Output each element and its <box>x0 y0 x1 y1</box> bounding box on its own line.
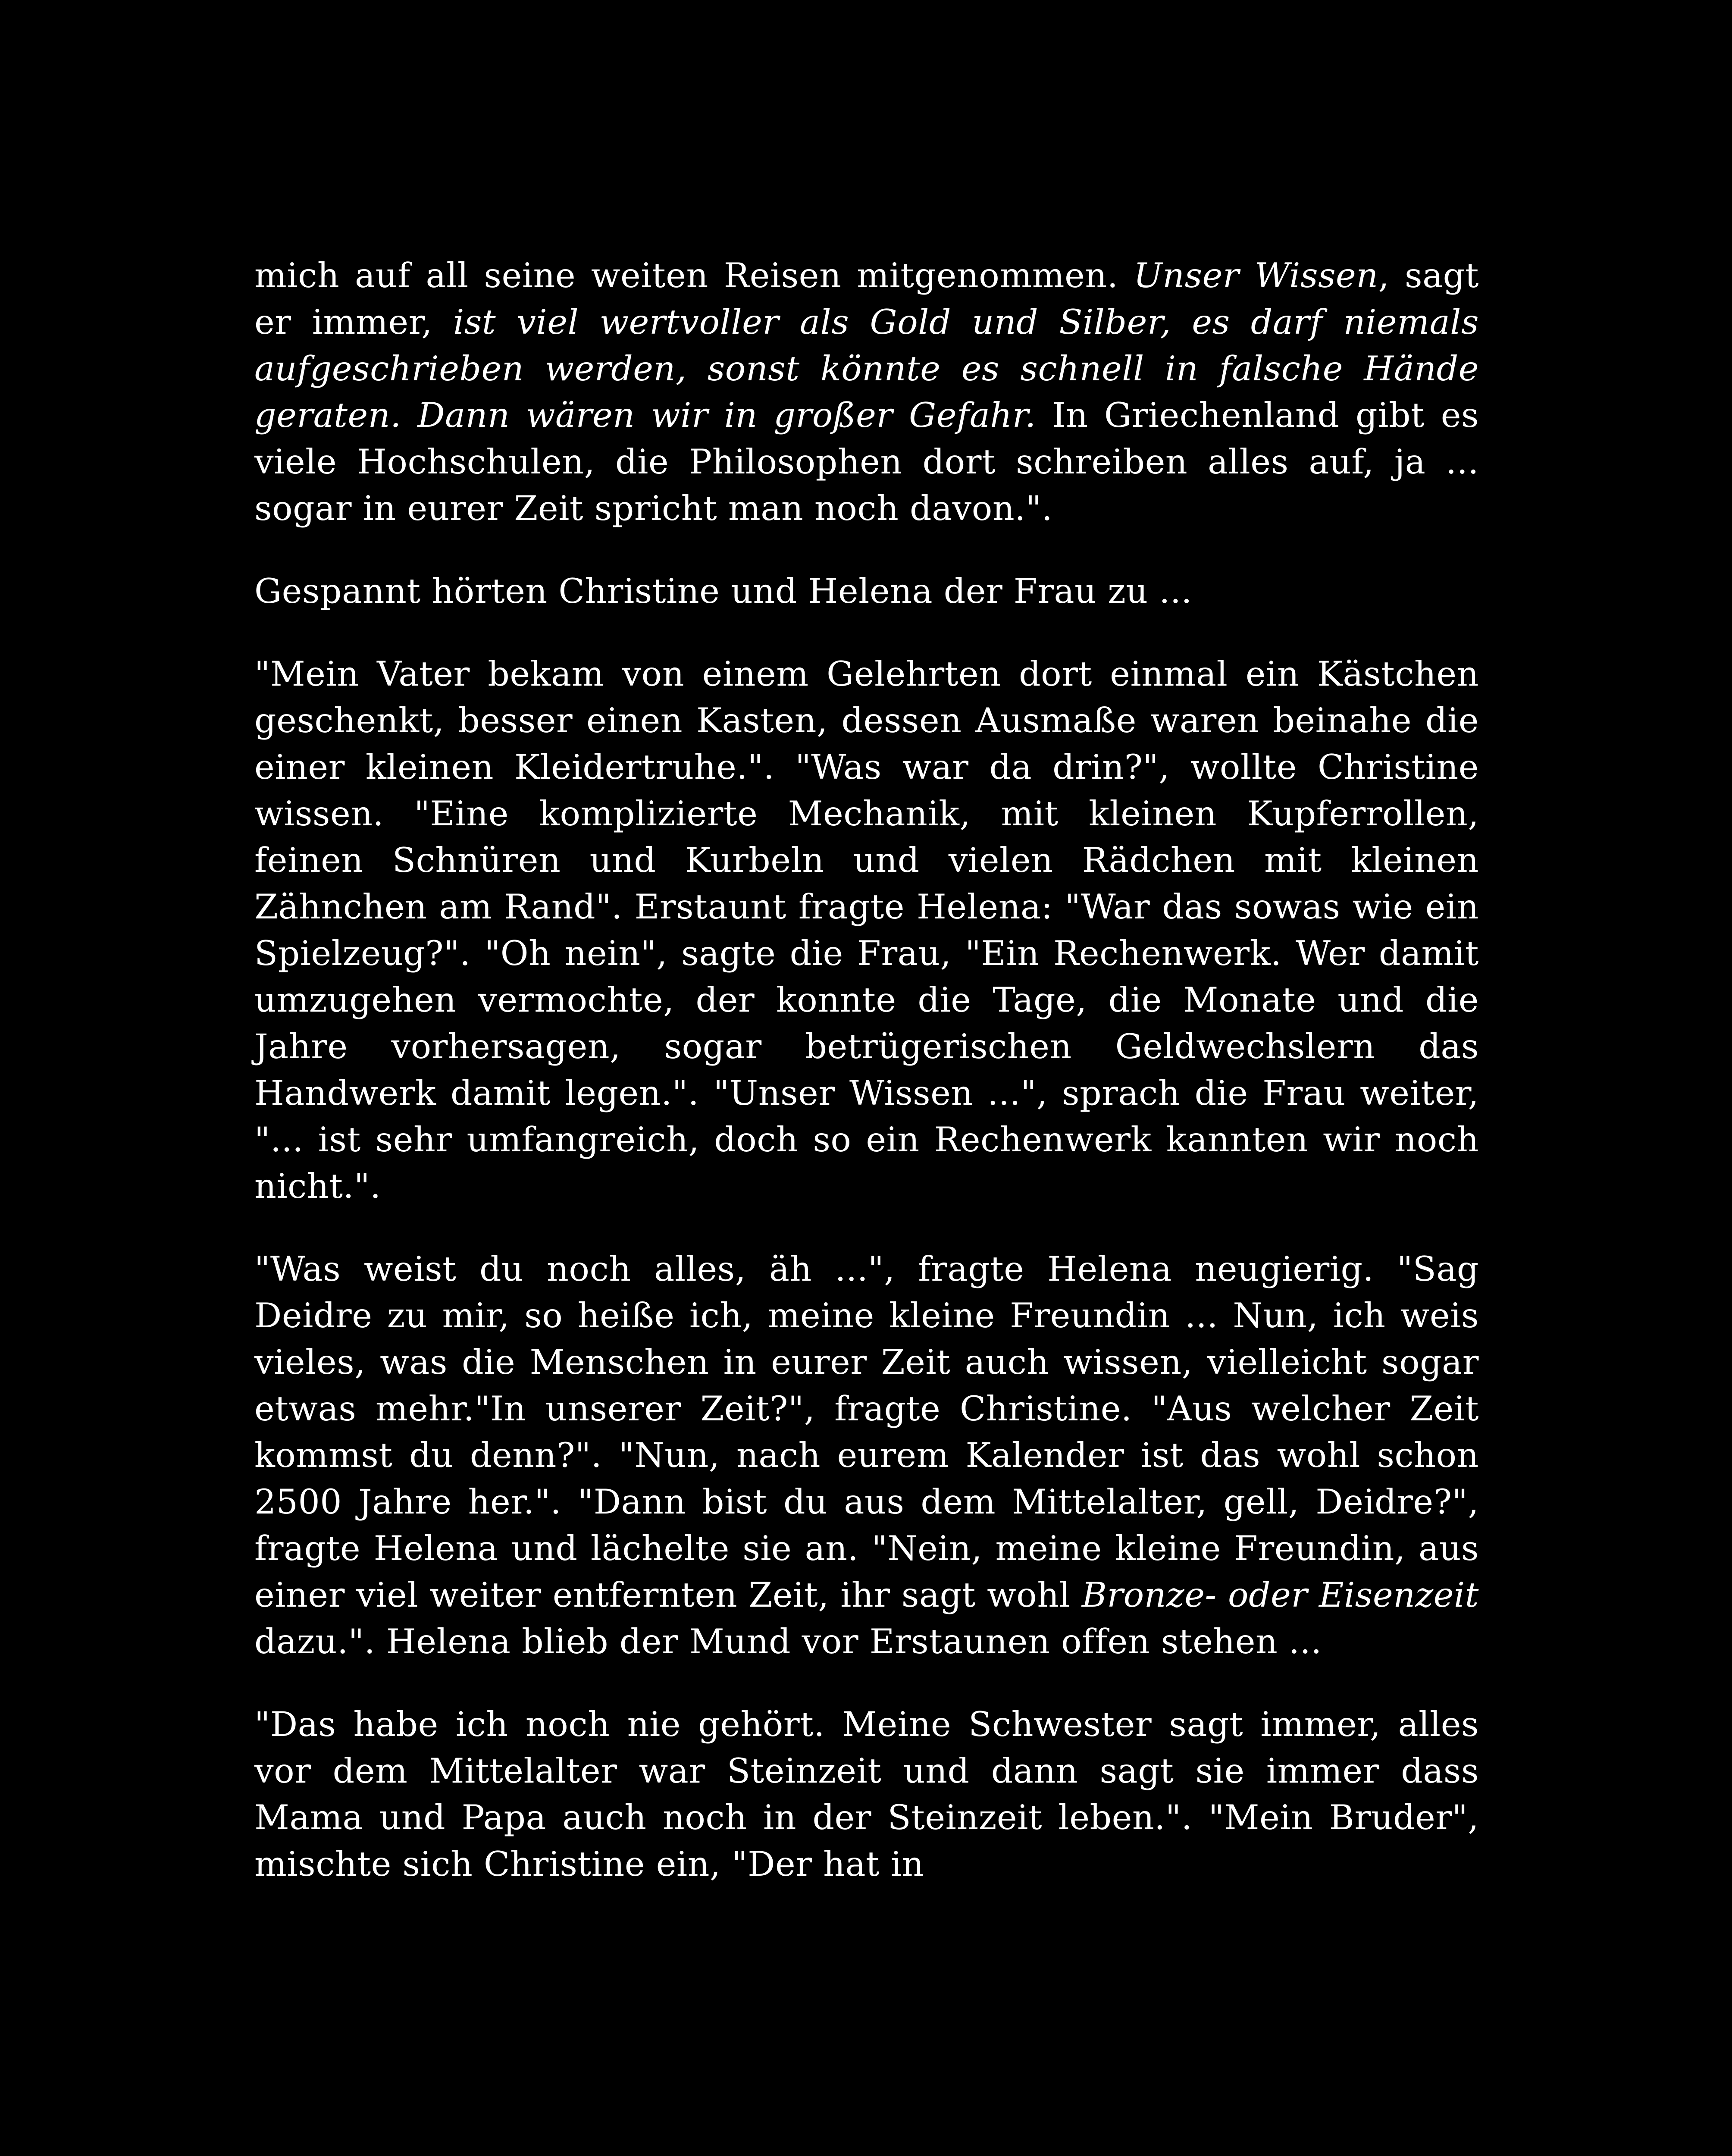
text-run: "Das habe ich noch nie gehört. Meine Schwester sagt immer, alles vor dem Mittelalter war Steinzeit und dann sagt sie immer dass Mama und Papa auch noch in der Steinzeit leben.". "Mein Bruder", mischte sich Christine ein, "Der hat in <box>254 1705 1479 1884</box>
paragraph <box>254 1246 1479 1665</box>
text-run: "Mein Vater bekam von einem Gelehrten dort einmal ein Kästchen geschenkt, besser einen Kasten, dessen Ausmaße waren beinahe die einer kleinen Kleidertruhe.". "Was war da drin?", wollte Christine wissen. "Eine komplizierte Mechanik, mit kleinen Kupferrollen, feinen Schnüren und Kurbeln und vielen Rädchen mit kleinen Zähnchen am Rand". Erstaunt fragte Helena: "War das sowas wie ein Spielzeug?". "Oh nein", sagte die Frau, "Ein Rechenwerk. Wer damit umzugehen vermochte, der konnte die Tage, die Monate und die Jahre vorhersagen, sogar betrügerischen Geldwechslern das Handwerk damit legen.". "Unser Wissen ...", sprach die Frau weiter, "... ist sehr umfangreich, doch so ein Rechenwerk kannten wir noch nicht.". <box>254 654 1479 1206</box>
text-run: mich auf all seine weiten Reisen mitgenommen. <box>254 256 1134 295</box>
italic-text-run: ist viel wertvoller als Gold und Silber, es darf niemals aufgeschrieben werden, sonst könnte es schnell in falsche Hände geraten. Dann wären wir in großer Gefahr. <box>254 302 1479 435</box>
paragraph <box>254 568 1479 614</box>
text-run: In Griechenland gibt es viele Hochschulen, die Philosophen dort schreiben alles auf, ja ... sogar in eurer Zeit spricht man noch davon.". <box>254 395 1479 528</box>
page-text <box>254 252 1479 1887</box>
italic-text-run: Unser Wissen <box>1134 256 1378 295</box>
paragraph <box>254 1701 1479 1887</box>
text-run: "Was weist du noch alles, äh ...", fragte Helena neugierig. "Sag Deidre zu mir, so heiße ich, meine kleine Freundin ... Nun, ich weis vieles, was die Menschen in eurer Zeit auch wissen, vielleicht sogar etwas mehr."In unserer Zeit?", fragte Christine. "Aus welcher Zeit kommst du denn?". "Nun, nach eurem Kalender ist das wohl schon 2500 Jahre her.". "Dann bist du aus dem Mittelalter, gell, Deidre?", fragte Helena und lächelte sie an. "Nein, meine kleine Freundin, aus einer viel weiter entfernten Zeit, ihr sagt wohl <box>254 1249 1479 1615</box>
text-run: Gespannt hörten Christine und Helena der Frau zu ... <box>254 571 1193 611</box>
paragraph <box>254 651 1479 1210</box>
text-run: , sagt er immer, <box>254 256 1479 342</box>
paragraph <box>254 252 1479 532</box>
text-run: dazu.". Helena blieb der Mund vor Erstaunen offen stehen ... <box>254 1622 1322 1661</box>
italic-text-run: Bronze- oder Eisenzeit <box>1081 1575 1479 1615</box>
